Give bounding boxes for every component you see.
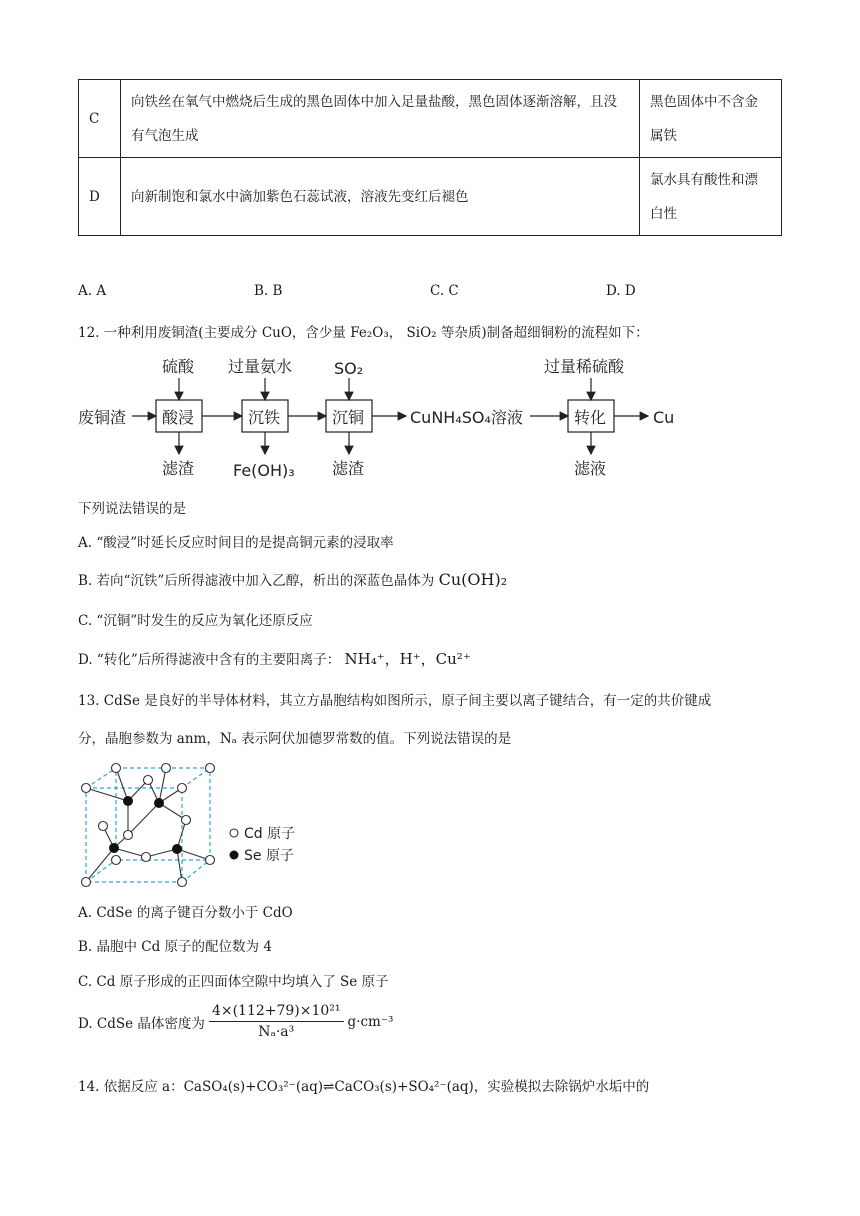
- q12-stem-pre: 12. 一种利用废铜渣(主要成分 CuO，含少量: [78, 325, 346, 341]
- q13-option-c: C. Cd 原子形成的正四面体空隙中均填入了 Se 原子: [78, 974, 389, 990]
- choice-d: D. D: [606, 283, 636, 299]
- flow-intermediate: CuNH₄SO₄溶液: [410, 408, 523, 427]
- flow-product: Cu: [653, 408, 675, 427]
- density-fraction: [209, 1003, 344, 1040]
- se-legend-icon: [230, 851, 239, 860]
- row-label: C: [79, 80, 121, 158]
- flow-input-3: SO₂: [334, 359, 364, 378]
- sio2-formula: SiO₂: [406, 325, 437, 341]
- flow-step-2: 沉铁: [248, 408, 281, 427]
- q12-option-d: [78, 648, 471, 669]
- q13-stem-line2: 分，晶胞参数为 anm，Nₐ 表示阿伏加德罗常数的值。下列说法错误的是: [78, 731, 512, 747]
- q13-option-d: [78, 1003, 393, 1040]
- crystal-cell-diagram: [76, 760, 316, 890]
- table-row: [79, 158, 782, 236]
- density-denominator: Nₐ·a³: [258, 1024, 295, 1040]
- q12-stem: 12. 一种利用废铜渣(主要成分 CuO，含少量 Fe₂O₃， SiO₂ 等杂质)制备超细铜粉的流程如下：: [78, 325, 649, 341]
- q13-option-b: B. 晶胞中 Cd 原子的配位数为 4: [78, 939, 272, 955]
- flow-input-2: 过量氨水: [228, 357, 293, 376]
- cd-legend-icon: [230, 829, 238, 837]
- flow-diagram: [70, 350, 690, 485]
- legend-se: Se 原子: [244, 848, 294, 864]
- flow-step-1: 酸浸: [162, 408, 195, 427]
- row-operation: 向新制饱和氯水中滴加紫色石蕊试液，溶液先变红后褪色: [121, 158, 640, 236]
- cd-atoms: [82, 764, 215, 887]
- row-operation: 向铁丝在氧气中燃烧后生成的黑色固体中加入足量盐酸，黑色固体逐渐溶解，且没有气泡生成: [121, 80, 640, 158]
- density-unit: g·cm⁻³: [347, 1013, 394, 1030]
- flow-input-1: 硫酸: [162, 357, 195, 376]
- row-label: D: [79, 158, 121, 236]
- flow-start: 废铜渣: [78, 408, 127, 427]
- cu-oh2-formula: Cu(OH)₂: [438, 570, 508, 589]
- row-conclusion: 黑色固体中不含金属铁: [640, 80, 782, 158]
- q12-option-d-text: D. “转化”后所得滤液中含有的主要阳离子：: [78, 652, 341, 668]
- q12-option-b-text: B. 若向“沉铁”后所得滤液中加入乙醇，析出的深蓝色晶体为: [78, 573, 435, 589]
- density-numerator: 4×(112+79)×10²¹: [209, 1003, 344, 1022]
- experiment-table: [78, 79, 782, 236]
- flow-output-3: 滤渣: [332, 459, 365, 478]
- flow-step-3: 沉铜: [332, 408, 365, 427]
- fe2o3-formula: Fe₂O₃: [350, 325, 389, 341]
- flow-step-4: 转化: [574, 408, 607, 427]
- q12-stem-post: 等杂质)制备超细铜粉的流程如下：: [440, 325, 649, 341]
- q12-option-b: [78, 569, 507, 589]
- flow-input-4: 过量稀硫酸: [544, 357, 625, 376]
- choice-c: C. C: [430, 283, 459, 299]
- legend-cd: Cd 原子: [244, 826, 296, 842]
- q12-option-c: C. “沉铜”时发生的反应为氧化还原反应: [78, 613, 313, 629]
- q13-option-a: A. CdSe 的离子键百分数小于 CdO: [78, 905, 293, 921]
- q13-option-d-text: D. CdSe 晶体密度为: [78, 1015, 205, 1032]
- flow-output-2: Fe(OH)₃: [233, 461, 295, 480]
- se-atoms: [109, 796, 182, 854]
- table-row: [79, 80, 782, 158]
- flow-output-1: 滤渣: [162, 459, 195, 478]
- flow-output-4: 滤液: [574, 459, 607, 478]
- cell-legend: [230, 826, 296, 864]
- choice-a: A. A: [78, 283, 107, 299]
- q14-stem: 14. 依据反应 a：CaSO₄(s)+CO₃²⁻(aq)⇌CaCO₃(s)+SO₄²⁻(aq)，实验模拟去除锅炉水垢中的: [78, 1079, 650, 1095]
- q13-stem-line1: 13. CdSe 是良好的半导体材料，其立方晶胞结构如图所示，原子间主要以离子键结合，有一定的共价键成: [78, 693, 712, 709]
- choice-b: B. B: [254, 283, 283, 299]
- q12-option-a: A. “酸浸”时延长反应时间目的是提高铜元素的浸取率: [78, 535, 394, 551]
- cation-list: NH₄⁺，H⁺，Cu²⁺: [344, 650, 471, 668]
- row-conclusion: 氯水具有酸性和漂白性: [640, 158, 782, 236]
- q12-prompt: 下列说法错误的是: [78, 501, 186, 517]
